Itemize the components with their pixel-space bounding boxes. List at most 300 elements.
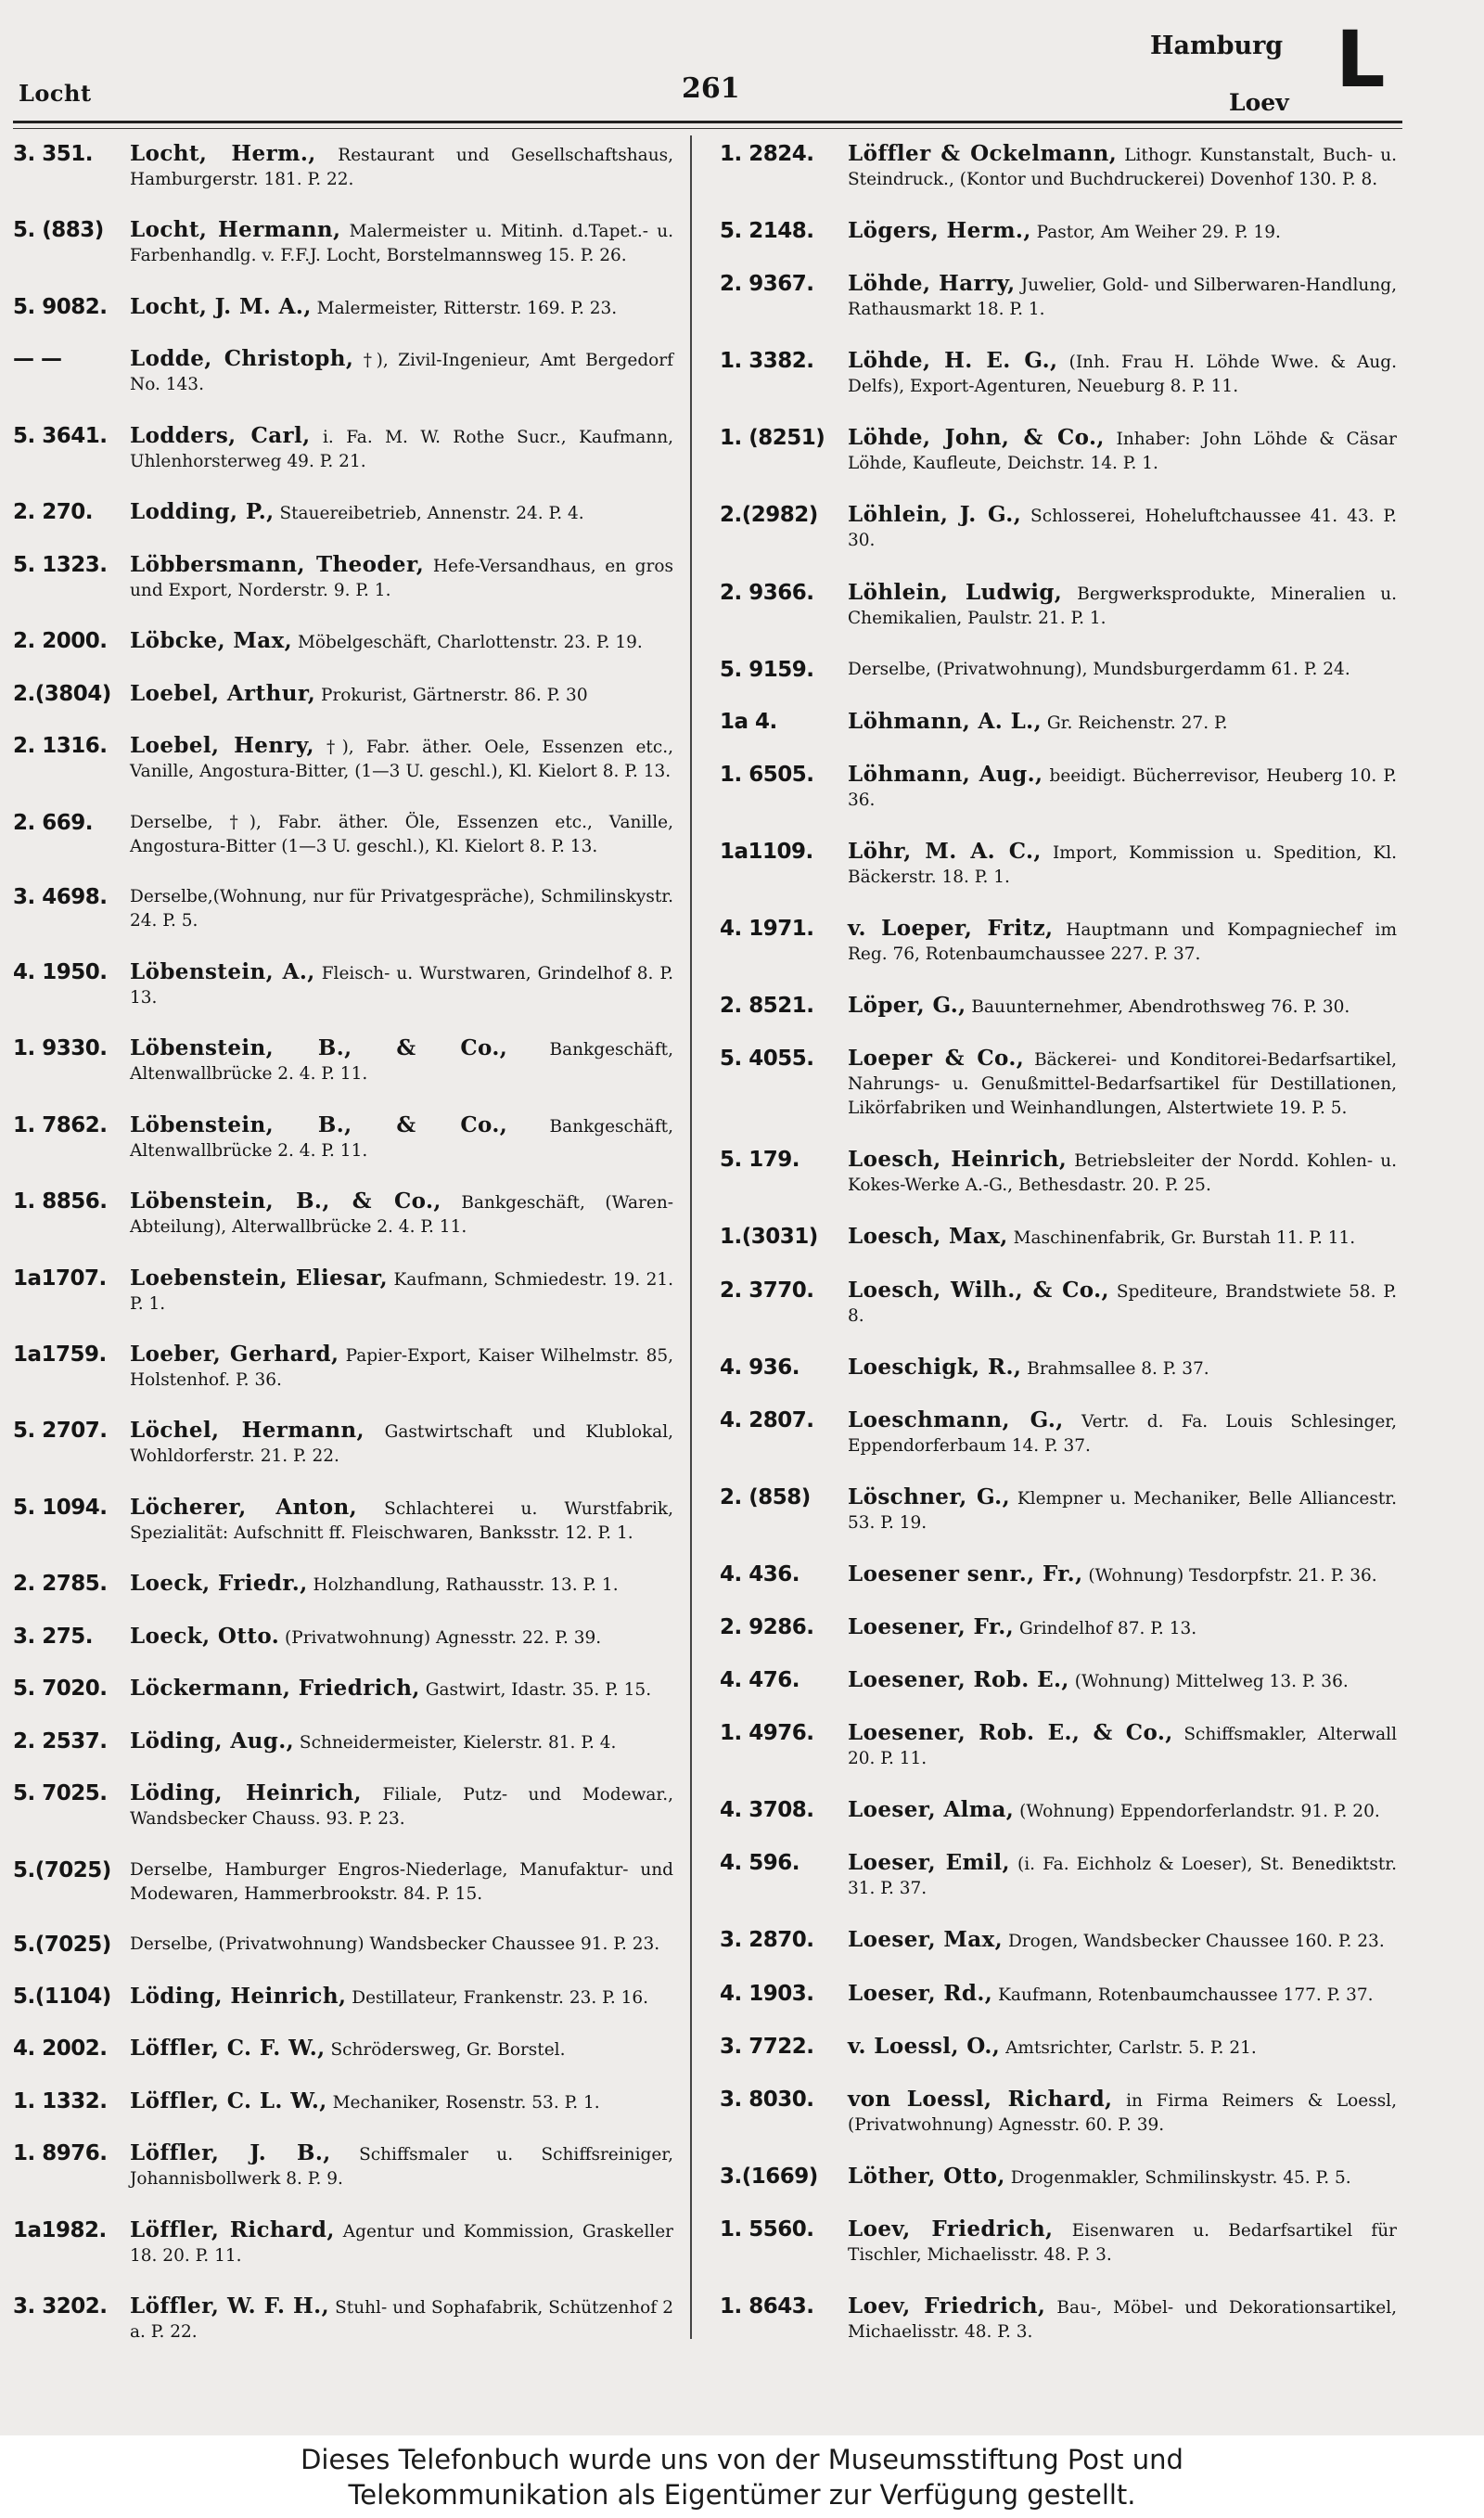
subscriber-details: Pastor, Am Weiher 29. P. 19.: [1036, 223, 1281, 243]
subscriber-details: Gr. Reichenstr. 27. P.: [1046, 713, 1228, 733]
phone-number: 5. 179.: [720, 1148, 800, 1173]
subscriber-name: Löhlein, Ludwig,: [848, 579, 1063, 605]
subscriber-name: Löbcke, Max,: [130, 628, 293, 654]
subscriber-details: Maschinenfabrik, Gr. Burstah 11. P. 11.: [1013, 1228, 1356, 1249]
subscriber-details: Bau-, Möbel- und Dekorationsartikel, Michaelisstr. 48. P. 3.: [848, 2298, 1397, 2342]
subscriber-details: Filiale, Putz- und Modewar., Wandsbecker Chauss. 93. P. 23.: [130, 1785, 674, 1830]
phone-number: 4. 596.: [720, 1851, 800, 1876]
footer-notice: [0, 2442, 1484, 2512]
subscriber-name: Löding, Heinrich,: [130, 1983, 347, 2009]
subscriber-name: Löther, Otto,: [848, 2163, 1005, 2189]
directory-entry: [720, 1850, 1397, 1901]
running-header-first-entry: Locht: [19, 80, 92, 107]
subscriber-name: Loesch, Heinrich,: [848, 1147, 1068, 1173]
entry-text: [848, 762, 1397, 813]
subscriber-details: Derselbe, (Privatwohnung), Mundsburgerdamm 61. P. 24.: [848, 659, 1350, 679]
entry-text: [848, 425, 1397, 476]
directory-entry: [13, 1035, 673, 1086]
subscriber-details: (Wohnung) Tesdorpfstr. 21. P. 36.: [1088, 1565, 1377, 1586]
directory-entry: [720, 1797, 1397, 1824]
entry-text: [130, 1984, 673, 2011]
entry-text: [130, 628, 673, 655]
phone-number: 5. 9159.: [720, 657, 814, 682]
subscriber-name: Loesener senr., Fr.,: [848, 1561, 1083, 1587]
phone-number: 4. 2002.: [13, 2036, 108, 2062]
subscriber-name: Loesener, Rob. E., & Co.,: [848, 1720, 1173, 1746]
entry-text: [848, 1046, 1397, 1121]
phone-number: 1. 8976.: [13, 2141, 108, 2166]
phone-number: 4. 936.: [720, 1355, 800, 1380]
directory-entry: [720, 2034, 1397, 2061]
entry-text: [848, 218, 1397, 245]
entry-text: [130, 1035, 673, 1086]
subscriber-name: Löhr, M. A. C.,: [848, 838, 1042, 864]
directory-entry: [13, 1932, 673, 1958]
directory-entry: [720, 348, 1397, 399]
subscriber-details: Lithogr. Kunstanstalt, Buch- u. Steindruck., (Kontor und Buchdruckerei) Dovenhof 130. P. 8.: [848, 146, 1397, 189]
phone-number: 5.(7025): [13, 1933, 111, 1958]
subscriber-name: Löhmann, A. L.,: [848, 708, 1042, 734]
entry-text: [848, 993, 1397, 1020]
directory-entry: [13, 628, 673, 655]
subscriber-name: Löding, Heinrich,: [130, 1780, 362, 1806]
subscriber-name: Loebel, Arthur,: [130, 680, 316, 706]
subscriber-details: Bäckerei- und Konditorei-Bedarfsartikel, Nahrungs- u. Genußmittel-Bedarfsartikel für Destillationen, Likörfabriken und Weinhandlungen, Alstertwiete 19. P. 5.: [848, 1050, 1398, 1119]
subscriber-details: Derselbe, †), Fabr. äther. Öle, Essenzen etc., Vanille, Angostura-Bitter (1—3 U. geschl.), Kl. Kielort 8. P. 13.: [130, 812, 673, 856]
subscriber-name: Löhde, H. E. G.,: [848, 348, 1058, 374]
directory-entry: [13, 1188, 673, 1240]
subscriber-name: Loeck, Otto.: [130, 1623, 280, 1649]
directory-entry: [13, 1728, 673, 1755]
phone-number: 2. 2537.: [13, 1728, 108, 1754]
subscriber-name: Loeser, Rd.,: [848, 1980, 993, 2006]
column-divider: [690, 135, 692, 2339]
phone-number: 1a1109.: [720, 839, 813, 864]
subscriber-details: Restaurant und Gesellschaftshaus, Hamburgerstr. 181. P. 22.: [130, 146, 673, 189]
phone-number: 3. 7722.: [720, 2034, 814, 2059]
phone-number: 2. 9286.: [720, 1614, 814, 1639]
phone-number: 1. 4976.: [720, 1721, 814, 1746]
subscriber-name: Loebenstein, Eliesar,: [130, 1265, 389, 1291]
phone-number: 5. 7025.: [13, 1781, 108, 1806]
directory-entry: [13, 2293, 673, 2345]
entry-text: [848, 709, 1397, 736]
subscriber-name: Löbbersmann, Theoder,: [130, 551, 425, 577]
directory-entry: [720, 1278, 1397, 1329]
subscriber-details: Bergwerksprodukte, Mineralien u. Chemikalien, Paulstr. 21. P. 1.: [848, 584, 1397, 628]
phone-number: 3. 4698.: [13, 885, 108, 910]
subscriber-details: Destillateur, Frankenstr. 23. P. 16.: [352, 1987, 649, 2008]
subscriber-details: †), Fabr. äther. Oele, Essenzen etc., Vanille, Angostura-Bitter, (1—3 U. geschl.), Kl. Kielort 8. P. 13.: [130, 738, 673, 782]
directory-entry: [13, 959, 673, 1010]
directory-entry: [720, 1046, 1397, 1121]
directory-entry: [720, 2164, 1397, 2190]
subscriber-details: Spediteure, Brandstwiete 58. P. 8.: [848, 1281, 1397, 1326]
phone-number: 1a1759.: [13, 1342, 107, 1367]
directory-entry: [720, 1561, 1397, 1588]
subscriber-name: Löffler, Richard,: [130, 2216, 335, 2242]
entry-text: [848, 2034, 1397, 2061]
directory-entry: [13, 733, 673, 784]
directory-entry: [720, 1720, 1397, 1771]
entry-text: [848, 1797, 1397, 1824]
subscriber-details: Import, Kommission u. Spedition, Kl. Bäckerstr. 18. P. 1.: [848, 842, 1397, 887]
subscriber-name: Loebel, Henry,: [130, 733, 314, 759]
subscriber-details: Schiffsmakler, Alterwall 20. P. 11.: [848, 1725, 1397, 1769]
subscriber-name: Lodding, P.,: [130, 499, 275, 525]
phone-number: 4. 2807.: [720, 1407, 814, 1432]
subscriber-name: Löffler, W. F. H.,: [130, 2293, 329, 2319]
subscriber-name: Loesener, Rob. E.,: [848, 1667, 1069, 1693]
entry-text: [130, 1932, 673, 1957]
directory-entry: [720, 657, 1397, 683]
header-rule-thick: [13, 121, 1402, 123]
directory-entry: [13, 2217, 673, 2268]
entry-text: [848, 916, 1397, 967]
subscriber-name: Löckermann, Friedrich,: [130, 1676, 420, 1702]
subscriber-name: Löschner, G.,: [848, 1484, 1011, 1510]
entry-text: [130, 2217, 673, 2268]
subscriber-name: Lögers, Herm.,: [848, 218, 1031, 244]
subscriber-details: Eisenwaren u. Bedarfsartikel für Tischler, Michaelisstr. 48. P. 3.: [848, 2220, 1397, 2265]
entry-text: [848, 1561, 1397, 1588]
directory-entry: [720, 1147, 1397, 1198]
subscriber-name: Loeser, Emil,: [848, 1850, 1010, 1876]
subscriber-details: Juwelier, Gold- und Silberwaren-Handlung, Rathausmarkt 18. P. 1.: [848, 276, 1397, 320]
footer-line-2: Telekommunikation als Eigentümer zur Verfügung gestellt.: [348, 2479, 1136, 2511]
directory-entry: [13, 884, 673, 933]
phone-number: 4. 476.: [720, 1668, 800, 1693]
entry-text: [130, 2293, 673, 2345]
subscriber-name: Locht, J. M. A.,: [130, 293, 312, 319]
subscriber-details: Bankgeschäft, Altenwallbrücke 2. 4. P. 11.: [130, 1040, 674, 1085]
entry-text: [848, 1278, 1397, 1329]
directory-entry: [720, 709, 1397, 736]
subscriber-details: Betriebsleiter der Nordd. Kohlen- u. Kokes-Werke A.-G., Bethesdastr. 20. P. 25.: [848, 1151, 1397, 1196]
phone-number: 1. 1332.: [13, 2088, 108, 2113]
subscriber-details: †), Zivil-Ingenieur, Amt Bergedorf No. 143.: [130, 351, 674, 395]
phone-number: 1. 2824.: [720, 142, 814, 166]
phone-number: 1a1707.: [13, 1265, 107, 1291]
subscriber-name: Löbenstein, B., & Co.,: [130, 1188, 441, 1214]
directory-entry: [13, 423, 673, 474]
subscriber-details: Schlosserei, Hoheluftchaussee 41. 43. P. 30.: [848, 507, 1397, 551]
subscriber-details: Fleisch- u. Wurstwaren, Grindelhof 8. P. 13.: [130, 963, 673, 1008]
subscriber-name: Loeck, Friedr.,: [130, 1571, 308, 1597]
subscriber-name: Löcherer, Anton,: [130, 1494, 357, 1520]
entry-text: [130, 1857, 673, 1907]
subscriber-name: Löbenstein, B., & Co.,: [130, 1111, 508, 1137]
phone-number: 5. 2148.: [720, 219, 814, 244]
subscriber-details: Möbelgeschäft, Charlottenstr. 23. P. 19.: [297, 633, 643, 653]
phone-number: 1. 8856.: [13, 1189, 108, 1214]
entry-text: [130, 2088, 673, 2115]
subscriber-details: Mechaniker, Rosenstr. 53. P. 1.: [332, 2092, 600, 2113]
running-header-city: Hamburg: [1150, 32, 1284, 60]
directory-entry: [720, 1927, 1397, 1954]
subscriber-details: Bankgeschäft, Altenwallbrücke 2. 4. P. 11.: [130, 1116, 674, 1161]
directory-entry: [720, 762, 1397, 813]
subscriber-name: Loeser, Max,: [848, 1927, 1004, 1953]
subscriber-name: Loesch, Wilh., & Co.,: [848, 1277, 1109, 1303]
subscriber-details: Schneidermeister, Kielerstr. 81. P. 4.: [299, 1732, 617, 1753]
subscriber-details: (Inh. Frau H. Löhde Wwe. & Aug. Delfs), Export-Agenturen, Neueburg 8. P. 11.: [848, 353, 1397, 397]
directory-entry: [720, 839, 1397, 890]
entry-text: [130, 294, 673, 321]
subscriber-details: Drogen, Wandsbecker Chaussee 160. P. 23.: [1007, 1932, 1385, 1952]
subscriber-name: Löbenstein, A.,: [130, 958, 315, 984]
phone-number: 2. 2000.: [13, 629, 108, 654]
entry-text: [130, 1676, 673, 1702]
entry-text: [848, 657, 1397, 682]
entry-text: [130, 1342, 673, 1393]
phone-number: 4. 1903.: [720, 1981, 814, 2006]
subscriber-details: Vertr. d. Fa. Louis Schlesinger, Eppendorferbaum 14. P. 37.: [848, 1411, 1397, 1456]
entry-text: [130, 1728, 673, 1755]
subscriber-name: Lodders, Carl,: [130, 422, 311, 448]
subscriber-name: Loeschmann, G.,: [848, 1407, 1064, 1432]
phone-number: 4. 3708.: [720, 1798, 814, 1823]
phone-number: 5. 2707.: [13, 1419, 108, 1444]
phone-number: 5. 3641.: [13, 423, 108, 448]
subscriber-details: Derselbe, Hamburger Engros-Niederlage, Manufaktur- und Modewaren, Hammerbrookstr. 84. P. 15.: [130, 1859, 673, 1904]
directory-entry: [13, 294, 673, 321]
phone-number: — —: [13, 347, 62, 372]
entry-text: [848, 2087, 1397, 2138]
directory-entry: [720, 1355, 1397, 1381]
entry-text: [130, 552, 673, 603]
entry-text: [130, 217, 673, 268]
phone-number: 5.(1104): [13, 1984, 111, 2009]
phone-number: 2. 8521.: [720, 994, 814, 1019]
subscriber-details: Bauunternehmer, Abendrothsweg 76. P. 30.: [971, 997, 1350, 1018]
directory-entry: [13, 1624, 673, 1651]
entry-text: [848, 348, 1397, 399]
subscriber-name: Loeser, Alma,: [848, 1797, 1015, 1823]
phone-number: 2. (858): [720, 1484, 811, 1510]
phone-number: 5. 7020.: [13, 1677, 108, 1702]
phone-number: 4. 436.: [720, 1561, 800, 1587]
subscriber-details: beeidigt. Bücherrevisor, Heuberg 10. P. 36.: [848, 765, 1397, 810]
subscriber-details: Inhaber: John Löhde & Cäsar Löhde, Kaufleute, Deichstr. 14. P. 1.: [848, 430, 1398, 474]
subscriber-name: Löffler, C. L. W.,: [130, 2088, 327, 2113]
phone-number: 2. 669.: [13, 810, 93, 835]
phone-number: 2. 9367.: [720, 272, 814, 297]
subscriber-name: Löhmann, Aug.,: [848, 761, 1043, 787]
directory-entry: [720, 580, 1397, 631]
phone-number: 5.(7025): [13, 1857, 111, 1882]
subscriber-details: Hauptmann und Kompagniechef im Reg. 76, Rotenbaumchaussee 227. P. 37.: [848, 920, 1397, 965]
subscriber-details: Agentur und Kommission, Graskeller 18. 20. P. 11.: [130, 2221, 673, 2266]
phone-number: 1.(3031): [720, 1225, 818, 1250]
phone-number: 1. (8251): [720, 426, 825, 451]
directory-entry: [13, 1112, 673, 1163]
subscriber-details: Schrödersweg, Gr. Borstel.: [330, 2040, 566, 2061]
subscriber-name: Löchel, Hermann,: [130, 1418, 365, 1444]
entry-text: [848, 1927, 1397, 1954]
running-header-last-entry: Loev: [1229, 89, 1289, 116]
directory-entry: [720, 993, 1397, 1020]
subscriber-name: Loeber, Gerhard,: [130, 1341, 339, 1367]
subscriber-details: Amtsrichter, Carlstr. 5. P. 21.: [1005, 2037, 1257, 2058]
phone-number: 1. 9330.: [13, 1036, 108, 1061]
phone-number: 5. 1323.: [13, 552, 108, 577]
subscriber-details: Bankgeschäft, (Waren-Abteilung), Alterwallbrücke 2. 4. P. 11.: [130, 1193, 674, 1238]
page-number: 261: [682, 72, 740, 105]
entry-text: [848, 2164, 1397, 2190]
subscriber-details: Klempner u. Mechaniker, Belle Alliancestr. 53. P. 19.: [848, 1488, 1397, 1533]
entry-text: [130, 1112, 673, 1163]
subscriber-name: Löhde, John, & Co.,: [848, 425, 1105, 451]
phone-number: 2. 9366.: [720, 580, 814, 605]
entry-text: [848, 1850, 1397, 1901]
directory-entry: [720, 218, 1397, 245]
subscriber-details: Kaufmann, Rotenbaumchaussee 177. P. 37.: [998, 1985, 1374, 2005]
subscriber-details: (i. Fa. Eichholz & Loeser), St. Benediktstr. 31. P. 37.: [848, 1855, 1397, 1899]
footer-line-1: Dieses Telefonbuch wurde uns von der Museumsstiftung Post und: [301, 2444, 1183, 2475]
subscriber-details: Drogenmakler, Schmilinskystr. 45. P. 5.: [1010, 2167, 1351, 2188]
entry-text: [130, 1495, 673, 1546]
directory-entry: [13, 1780, 673, 1831]
directory-entry: [720, 271, 1397, 322]
entry-text: [848, 271, 1397, 322]
entry-text: [130, 1188, 673, 1240]
phone-number: 3. 275.: [13, 1624, 93, 1649]
directory-entry: [720, 2087, 1397, 2138]
phone-number: 5. 9082.: [13, 294, 108, 319]
phone-number: 2. 270.: [13, 500, 93, 525]
subscriber-details: Malermeister, Ritterstr. 169. P. 23.: [316, 298, 618, 318]
entry-text: [130, 499, 673, 526]
entry-text: [848, 141, 1397, 192]
directory-entry: [13, 1676, 673, 1702]
entry-text: [130, 681, 673, 708]
phone-number: 2. 1316.: [13, 734, 108, 759]
entry-text: [130, 1418, 673, 1469]
directory-entry: [13, 141, 673, 192]
directory-entry: [13, 552, 673, 603]
left-column: [13, 141, 673, 2345]
subscriber-details: (Privatwohnung) Agnesstr. 22. P. 39.: [285, 1627, 602, 1648]
directory-entry: [720, 1614, 1397, 1641]
phone-number: 1. 5560.: [720, 2216, 814, 2242]
directory-entry: [13, 1265, 673, 1317]
subscriber-name: Loev, Friedrich,: [848, 2293, 1046, 2319]
subscriber-name: Loesener, Fr.,: [848, 1613, 1015, 1639]
entry-text: [848, 1407, 1397, 1458]
directory-entry: [13, 1495, 673, 1546]
subscriber-name: Löbenstein, B., & Co.,: [130, 1035, 508, 1061]
directory-entry: [13, 1342, 673, 1393]
header-rule-thin: [13, 128, 1402, 129]
subscriber-details: Gastwirtschaft und Klublokal, Wohldorferstr. 21. P. 22.: [130, 1422, 673, 1467]
phone-number: 2. 3770.: [720, 1278, 814, 1303]
directory-entry: [13, 2036, 673, 2062]
directory-entry: [13, 2088, 673, 2115]
directory-entry: [720, 2216, 1397, 2267]
directory-entry: [13, 1857, 673, 1907]
subscriber-details: Hefe-Versandhaus, en gros und Export, Norderstr. 9. P. 1.: [130, 556, 673, 600]
subscriber-name: Löffler & Ockelmann,: [848, 141, 1118, 166]
subscriber-name: Loeper & Co.,: [848, 1046, 1025, 1072]
subscriber-details: Derselbe, (Privatwohnung) Wandsbecker Chaussee 91. P. 23.: [130, 1934, 660, 1955]
entry-text: [130, 733, 673, 784]
directory-entry: [13, 1984, 673, 2011]
phone-number: 1. 7862.: [13, 1112, 108, 1137]
subscriber-details: (Wohnung) Eppendorferlandstr. 91. P. 20.: [1019, 1802, 1380, 1822]
entry-text: [848, 1355, 1397, 1381]
directory-entry: [720, 916, 1397, 967]
subscriber-name: Lodde, Christoph,: [130, 346, 354, 372]
phone-number: 2.(3804): [13, 681, 111, 706]
subscriber-details: Holzhandlung, Rathausstr. 13. P. 1.: [313, 1575, 619, 1596]
directory-entry: [13, 217, 673, 268]
subscriber-details: Grindelhof 87. P. 13.: [1018, 1618, 1197, 1638]
phone-number: 1a 4.: [720, 709, 777, 734]
directory-entry: [720, 2293, 1397, 2345]
subscriber-details: Malermeister u. Mitinh. d.Tapet.- u. Farbenhandlg. v. F.F.J. Locht, Borstelmannsweg 15. P. 26.: [130, 222, 673, 266]
entry-text: [130, 1624, 673, 1651]
subscriber-name: Löffler, C. F. W.,: [130, 2036, 326, 2062]
entry-text: [130, 2036, 673, 2062]
subscriber-name: von Loessl, Richard,: [848, 2086, 1113, 2112]
subscriber-details: (Wohnung) Mittelweg 13. P. 36.: [1074, 1672, 1349, 1692]
subscriber-name: Loesch, Max,: [848, 1224, 1008, 1250]
subscriber-name: Löding, Aug.,: [130, 1728, 295, 1754]
entry-text: [848, 1667, 1397, 1694]
subscriber-name: Loeschigk, R.,: [848, 1354, 1022, 1380]
entry-text: [848, 839, 1397, 890]
subscriber-name: Löhlein, J. G.,: [848, 502, 1022, 528]
subscriber-name: Locht, Herm.,: [130, 141, 316, 166]
subscriber-details: Brahmsallee 8. P. 37.: [1027, 1358, 1209, 1379]
subscriber-details: Stauereibetrieb, Annenstr. 24. P. 4.: [279, 504, 584, 524]
directory-entry: [13, 499, 673, 526]
subscriber-name: Löffler, J. B.,: [130, 2140, 331, 2166]
directory-entry: [720, 1407, 1397, 1458]
subscriber-details: Schlachterei u. Wurstfabrik, Spezialität: Aufschnitt ff. Fleischwaren, Banksstr. 12. P. 1.: [130, 1498, 673, 1543]
phone-number: 1. 3382.: [720, 349, 814, 374]
phone-number: 5. 4055.: [720, 1047, 814, 1072]
subscriber-name: v. Loeper, Fritz,: [848, 916, 1054, 942]
phone-number: 2. 2785.: [13, 1572, 108, 1597]
phone-number: 4. 1950.: [13, 959, 108, 984]
subscriber-name: v. Loessl, O.,: [848, 2033, 1001, 2059]
entry-text: [848, 1147, 1397, 1198]
right-column: [720, 141, 1397, 2345]
entry-text: [130, 1571, 673, 1598]
directory-entry: [13, 681, 673, 708]
entry-text: [130, 810, 673, 859]
phone-number: 2.(2982): [720, 503, 818, 528]
entry-text: [130, 346, 673, 397]
entry-text: [848, 1720, 1397, 1771]
entry-text: [848, 2216, 1397, 2267]
entry-text: [848, 1981, 1397, 2008]
directory-entry: [720, 1224, 1397, 1251]
subscriber-details: Papier-Export, Kaiser Wilhelmstr. 85, Holstenhof. P. 36.: [130, 1345, 673, 1390]
subscriber-details: i. Fa. M. W. Rothe Sucr., Kaufmann, Uhlenhorsterweg 49. P. 21.: [130, 427, 673, 471]
section-letter: L: [1336, 14, 1386, 105]
entry-text: [848, 1614, 1397, 1641]
directory-entry: [13, 1571, 673, 1598]
directory-entry: [720, 502, 1397, 553]
phone-number: 3. 8030.: [720, 2087, 814, 2112]
directory-entry: [13, 346, 673, 397]
entry-text: [130, 959, 673, 1010]
directory-entry: [720, 1981, 1397, 2008]
phone-number: 1. 8643.: [720, 2294, 814, 2319]
